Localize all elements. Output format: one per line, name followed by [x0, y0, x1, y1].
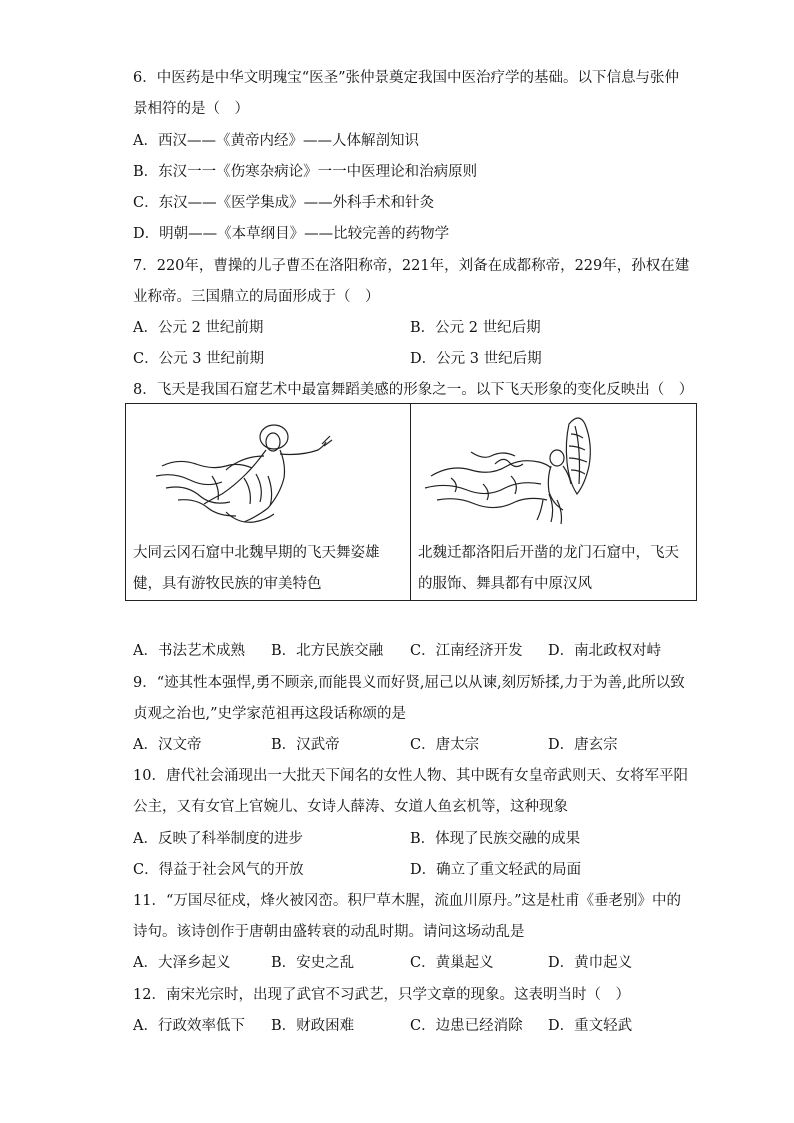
q7-option-c: C．公元 3 世纪前期 — [133, 351, 265, 367]
q7-option-a: A．公元 2 世纪前期 — [133, 320, 264, 336]
q10-option-b: B．体现了民族交融的成果 — [410, 831, 581, 847]
q10-stem-line1: 10．唐代社会涌现出一大批天下闻名的女性人物、其中既有女皇帝武则天、女将军平阳 — [133, 768, 688, 784]
q11-option-b: B．安史之乱 — [271, 955, 355, 971]
q9-stem-line1: 9．“迹其性本强悍,勇不顾亲,而能畏义而好贤,屈己以从谏,刻厉矫揉,力于为善,此所以致 — [133, 675, 685, 691]
q6-stem-line1: 6．中医药是中华文明瑰宝“医圣”张仲景奠定我国中医治疗学的基础。以下信息与张仲 — [133, 70, 680, 86]
q12-option-d: D．重文轻武 — [548, 1018, 633, 1034]
yungang-feitian-illustration — [126, 404, 410, 534]
q11-stem-line2: 诗句。该诗创作于唐朝由盛转衰的动乱时期。请问这场动乱是 — [133, 924, 525, 940]
q9-option-a: A．汉文帝 — [133, 737, 202, 753]
q9-option-c: C．唐太宗 — [410, 737, 480, 753]
right-cell — [411, 404, 697, 601]
q7-option-d: D．公元 3 世纪后期 — [410, 351, 542, 367]
longmen-feitian-illustration — [411, 404, 696, 534]
q11-stem-line1: 11．“万国尽征戍，烽火被冈峦。积尸草木腥，流血川原丹。”这是杜甫《垂老别》中的 — [133, 893, 682, 909]
q6-option-c: C．东汉——《医学集成》——外科手术和针灸 — [133, 195, 435, 211]
q9-option-d: D．唐玄宗 — [548, 737, 618, 753]
q7-option-b: B．公元 2 世纪后期 — [410, 320, 541, 336]
left-cell — [126, 404, 411, 601]
q12-option-b: B．财政困难 — [271, 1018, 355, 1034]
q6-stem-line2: 景相符的是（ ） — [133, 101, 249, 117]
q8-option-c: C．江南经济开发 — [410, 643, 523, 659]
q6-option-d: D．明朝——《本草纲目》——比较完善的药物学 — [133, 226, 450, 242]
q11-option-a: A．大泽乡起义 — [133, 955, 231, 971]
left-caption: 大同云冈石窟中北魏早期的飞天舞姿雄健，具有游牧民族的审美特色 — [133, 545, 380, 592]
q11-option-c: C．黄巢起义 — [410, 955, 494, 971]
right-caption: 北魏迁都洛阳后开凿的龙门石窟中，飞天的服饰、舞具都有中原汉风 — [418, 545, 679, 592]
q7-stem-line2: 业称帝。三国鼎立的局面形成于（ ） — [133, 289, 380, 305]
q10-option-a: A．反映了科举制度的进步 — [133, 831, 303, 847]
q11-option-d: D．黄巾起义 — [548, 955, 633, 971]
q8-option-d: D．南北政权对峙 — [548, 643, 662, 659]
feitian-comparison-table — [125, 403, 697, 601]
q12-option-a: A．行政效率低下 — [133, 1018, 245, 1034]
q10-option-c: C．得益于社会风气的开放 — [133, 862, 304, 878]
q6-option-a: A．西汉——《黄帝内经》——人体解剖知识 — [133, 133, 419, 149]
q10-option-d: D．确立了重文轻武的局面 — [410, 862, 582, 878]
q9-option-b: B．汉武帝 — [271, 737, 340, 753]
q9-stem-line2: 贞观之治也,”史学家范祖再这段话称颂的是 — [133, 706, 407, 722]
q12-stem: 12．南宋光宗时，出现了武官不习武艺，只学文章的现象。这表明当时（ ） — [133, 987, 630, 1003]
q8-stem: 8．飞天是我国石窟艺术中最富舞蹈美感的形象之一。以下飞天形象的变化反映出（ ） — [133, 382, 694, 398]
q8-option-a: A．书法艺术成熟 — [133, 643, 245, 659]
q10-stem-line2: 公主，又有女官上官婉儿、女诗人薛涛、女道人鱼玄机等，这种现象 — [133, 799, 568, 815]
q12-option-c: C．边患已经消除 — [410, 1018, 523, 1034]
q6-option-b: B．东汉一一《伤寒杂病论》一一中医理论和治病原则 — [133, 164, 478, 180]
q7-stem-line1: 7．220年，曹操的儿子曹丕在洛阳称帝，221年，刘备在成都称帝，229年，孙权在建 — [133, 258, 690, 274]
q8-option-b: B．北方民族交融 — [271, 643, 384, 659]
